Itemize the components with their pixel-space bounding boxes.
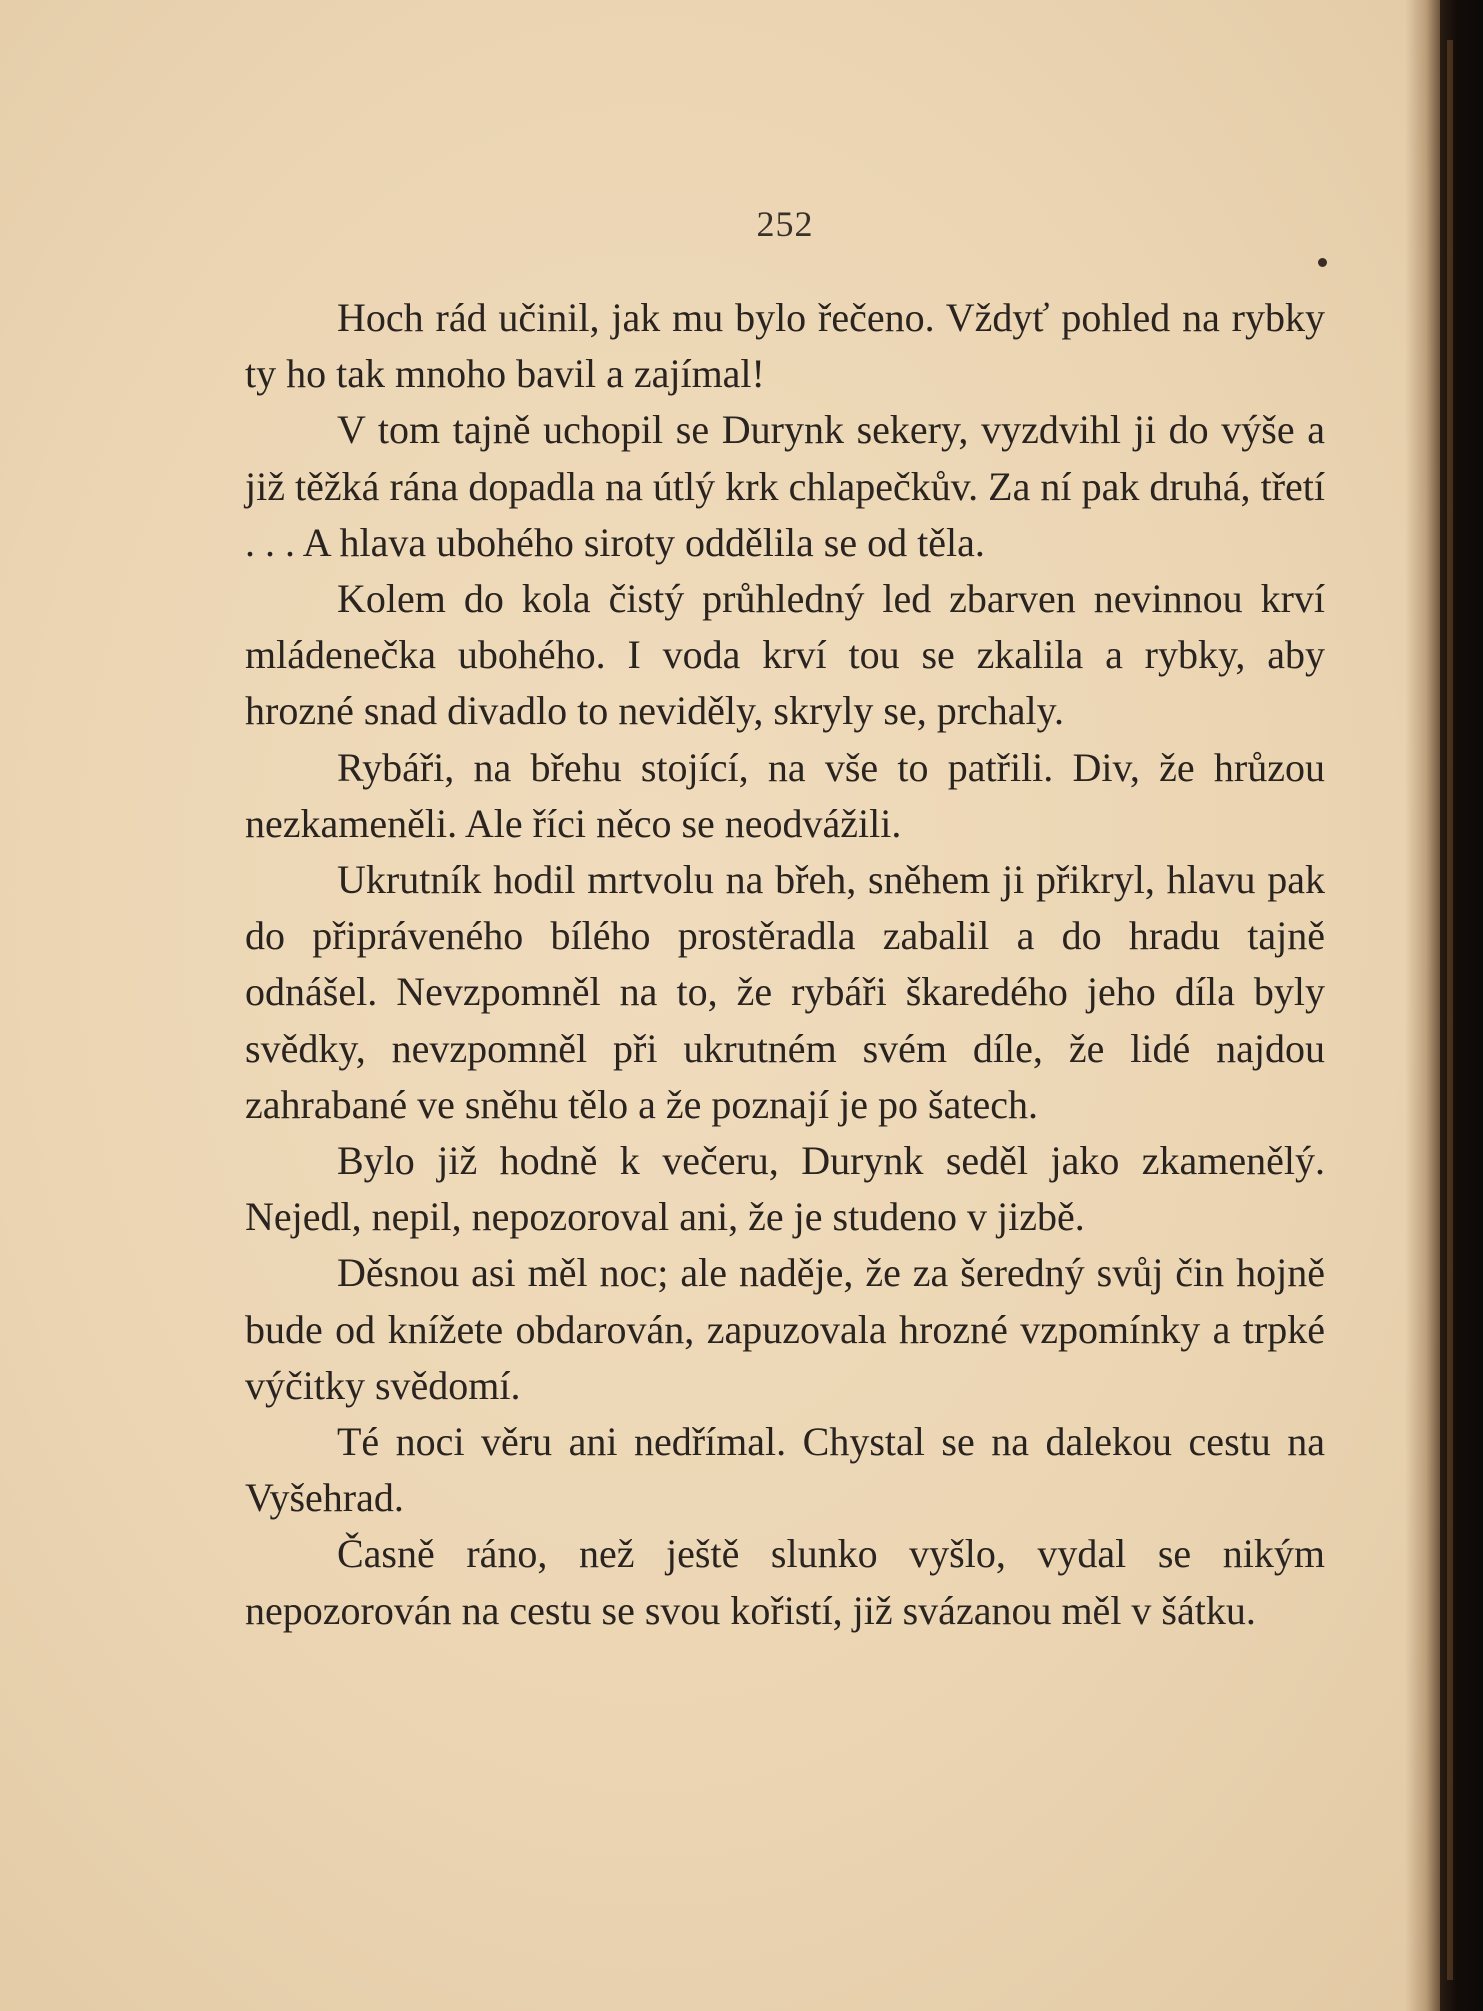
paragraph-2: V tom tajně uchopil se Durynk sekery, vyzdvihl ji do výše a již těžká rána dopadla na útlý krk chlapečkův. Za ní pak druhá, třetí . . . A hlava ubohého siroty oddělila se od těla. bbox=[245, 407, 1325, 565]
page-edge-shadow bbox=[1405, 0, 1440, 2011]
page-number: 252 bbox=[756, 204, 814, 244]
paragraph-8: Té noci věru ani nedřímal. Chystal se na dalekou cestu na Vyšehrad. bbox=[245, 1419, 1325, 1521]
ink-speck bbox=[1318, 258, 1327, 267]
paragraph-9: Časně ráno, než ještě slunko vyšlo, vydal se nikým nepozorován na cestu se svou kořistí, již svázanou měl v šátku. bbox=[245, 1531, 1325, 1633]
paragraph-6: Bylo již hodně k večeru, Durynk seděl jako zkamenělý. Nejedl, nepil, nepozoroval ani, že je studeno v jizbě. bbox=[245, 1138, 1325, 1240]
paragraph-4: Rybáři, na břehu stojící, na vše to patřili. Div, že hrůzou nezkameněli. Ale říci něco se neodvážili. bbox=[245, 744, 1325, 846]
paragraph-1: Hoch rád učinil, jak mu bylo řečeno. Vždyť pohled na rybky ty ho tak mnoho bavil a zajímal! bbox=[245, 295, 1325, 397]
paragraph-3: Kolem do kola čistý průhledný led zbarven nevinnou krví mládenečka ubohého. I voda krví tou se zkalila a rybky, aby hrozné snad divadlo to neviděly, skryly se, prchaly. bbox=[245, 576, 1325, 734]
paragraph-5: Ukrutník hodil mrtvolu na břeh, sněhem ji přikryl, hlavu pak do připráveného bílého prostěradla zabalil a do hradu tajně odnášel. Nevzpomněl na to, že rybáři škaredého jeho díla byly svědky, nevzpomněl při ukrutném svém díle, že lidé najdou zahrabané ve sněhu tělo a že poznají je po šatech. bbox=[245, 857, 1325, 1127]
paragraph-7: Děsnou asi měl noc; ale naděje, že za šeredný svůj čin hojně bude od knížete obdarován, zapuzovala hrozné vzpomínky a trpké výčitky svědomí. bbox=[245, 1250, 1325, 1408]
binding-strip bbox=[1447, 40, 1453, 1980]
body-text bbox=[245, 290, 1325, 1639]
